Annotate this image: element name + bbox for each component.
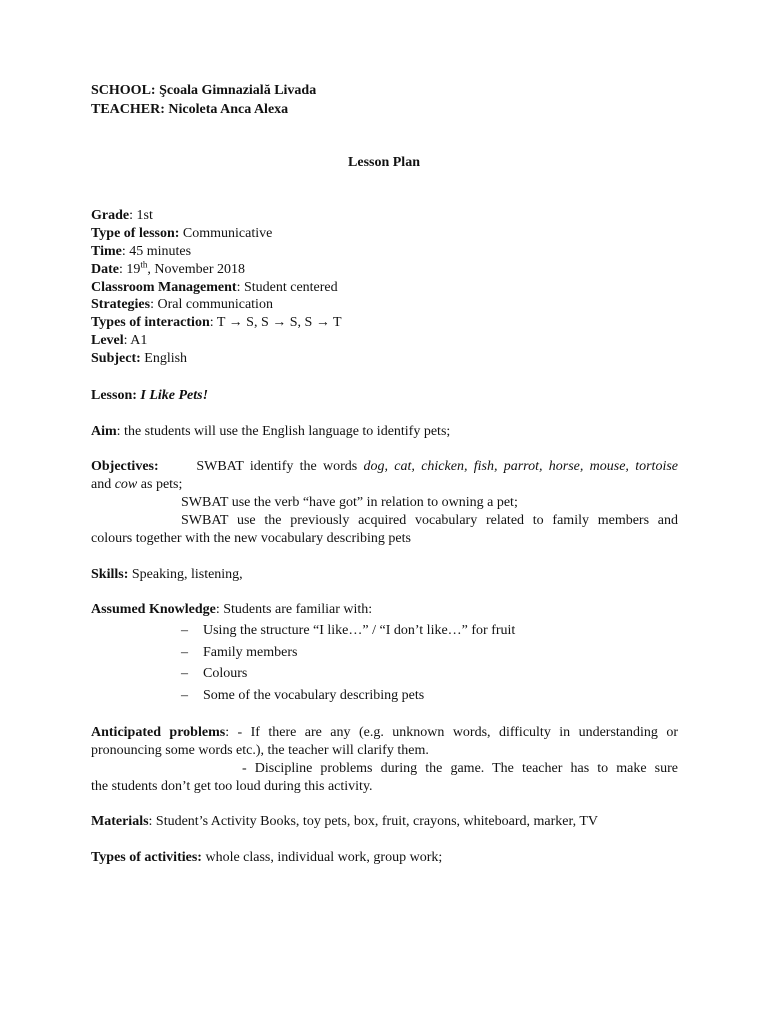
objective-1-cow: cow	[114, 477, 138, 492]
problems-text-1: : - If there are any (e.g. unknown words, difficulty in understanding or	[225, 725, 678, 740]
date-line	[91, 261, 245, 278]
objective-3-end: colours together with the new vocabulary describing pets	[91, 531, 411, 546]
grade-label: Grade	[91, 208, 130, 223]
teacher-label: TEACHER:	[91, 102, 165, 117]
skills-line	[91, 566, 243, 583]
interaction-value: : T → S, S → S, S → T	[209, 315, 342, 330]
grade-line	[91, 207, 153, 224]
school-value: Şcoala Gimnazială Livada	[159, 83, 317, 98]
lesson-line	[91, 387, 208, 404]
time-value: : 45 minutes	[121, 244, 192, 259]
interaction-line	[91, 314, 342, 331]
interaction-label: Types of interaction	[91, 315, 210, 330]
problems-line-1	[91, 724, 678, 741]
objective-3-start: SWBAT use the previously acquired vocabulary related to family members and	[181, 513, 678, 528]
type-value: Communicative	[179, 226, 273, 241]
lesson-title: I Like Pets!	[140, 388, 209, 403]
assumed-value: : Students are familiar with:	[215, 602, 373, 617]
teacher-line	[91, 101, 288, 118]
date-prefix: : 19	[119, 262, 141, 277]
date-sup: th	[140, 259, 148, 270]
level-line	[91, 332, 147, 349]
materials-line	[91, 813, 598, 830]
list-item-text: Colours	[203, 666, 248, 681]
problems-line-2: pronouncing some words etc.), the teacher will clarify them.	[91, 743, 429, 758]
activities-value: whole class, individual work, group work;	[201, 850, 443, 865]
materials-label: Materials	[91, 814, 149, 829]
materials-value: : Student’s Activity Books, toy pets, box, fruit, crayons, whiteboard, marker, TV	[148, 814, 598, 829]
list-item: – Some of the vocabulary describing pets	[181, 688, 425, 703]
type-label: Type of lesson:	[91, 226, 180, 241]
management-value: : Student centered	[236, 280, 338, 295]
type-line	[91, 225, 272, 242]
school-label: SCHOOL:	[91, 83, 156, 98]
grade-value: : 1st	[129, 208, 153, 223]
problems-line-4: the students don’t get too loud during this activity.	[91, 779, 373, 794]
objectives-label: Objectives:	[91, 459, 159, 474]
objectives-line-2	[91, 476, 182, 493]
aim-value: : the students will use the English language to identify pets;	[116, 424, 451, 439]
objectives-line-1	[91, 458, 678, 475]
lesson-label: Lesson:	[91, 388, 137, 403]
subject-line	[91, 350, 187, 367]
problems-label: Anticipated problems	[91, 725, 226, 740]
aim-label: Aim	[91, 424, 117, 439]
list-item: – Using the structure “I like…” / “I don’t like…” for fruit	[181, 623, 516, 638]
subject-value: English	[140, 351, 188, 366]
assumed-line	[91, 601, 372, 618]
strategies-line	[91, 296, 273, 313]
list-item-text: Some of the vocabulary describing pets	[203, 688, 425, 703]
skills-value: Speaking, listening,	[128, 567, 243, 582]
list-item: – Colours	[181, 666, 248, 681]
skills-label: Skills:	[91, 567, 129, 582]
date-suffix: , November 2018	[147, 262, 245, 277]
strategies-value: : Oral communication	[150, 297, 273, 312]
list-item-text: Family members	[203, 645, 298, 660]
time-label: Time	[91, 244, 122, 259]
management-label: Classroom Management	[91, 280, 237, 295]
objective-1-words: dog, cat, chicken, fish, parrot, horse, mouse, tortoise	[363, 459, 678, 474]
objective-1-end: as pets;	[137, 477, 183, 492]
subject-label: Subject:	[91, 351, 141, 366]
list-item-text: Using the structure “I like…” / “I don’t like…” for fruit	[203, 623, 516, 638]
page-title: Lesson Plan	[348, 155, 420, 170]
objective-2: SWBAT use the verb “have got” in relation to owning a pet;	[181, 495, 518, 510]
assumed-label: Assumed Knowledge	[91, 602, 216, 617]
objective-1-start: SWBAT identify the words	[196, 459, 364, 474]
level-label: Level	[91, 333, 124, 348]
school-line	[91, 82, 316, 99]
activities-label: Types of activities:	[91, 850, 202, 865]
time-line	[91, 243, 191, 260]
activities-line	[91, 849, 442, 866]
teacher-value: Nicoleta Anca Alexa	[168, 102, 289, 117]
management-line	[91, 279, 338, 296]
level-value: : A1	[123, 333, 148, 348]
strategies-label: Strategies	[91, 297, 151, 312]
date-label: Date	[91, 262, 119, 277]
list-item: – Family members	[181, 645, 298, 660]
aim-line	[91, 423, 450, 440]
problems-line-3: - Discipline problems during the game. The teacher has to make sure	[242, 761, 678, 776]
objective-1-and: and	[91, 477, 115, 492]
